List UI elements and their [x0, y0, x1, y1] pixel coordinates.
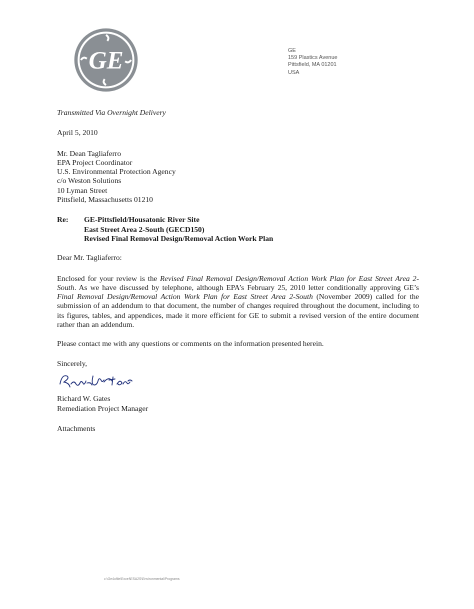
recipient-line: 10 Lyman Street [57, 185, 108, 195]
body-text: (November 2009) called for the submission of an addendum to that document, the number of changes required throughout the document, including to its figures, tables, and appendices, made it more efficient for GE to submit a revised version of the entire document rather than an addendum. [57, 292, 419, 330]
salutation: Dear Mr. Tagliaferro: [57, 253, 122, 263]
subject-line: Revised Final Removal Design/Removal Action Work Plan [84, 233, 274, 243]
attachments-note: Attachments [57, 423, 96, 433]
letter-date: April 5, 2010 [57, 128, 98, 138]
recipient-line: Mr. Dean Tagliaferro [57, 148, 122, 158]
subject-line: East Street Area 2-South (GECD150) [84, 224, 205, 234]
document-title: Revised Final Removal Design/Removal Action Work Plan for East Street Area 2-South [57, 273, 419, 292]
subject-line: GE-Pittsfield/Housatonic River Site [84, 215, 200, 225]
letter-body [57, 108, 419, 433]
body-paragraph [57, 274, 419, 330]
recipient-line: Pittsfield, Massachusetts 01210 [57, 195, 153, 205]
subject-label: Re: [57, 215, 69, 225]
recipient-address [57, 149, 419, 205]
signer-title: Remediation Project Manager [57, 403, 149, 413]
address-line: 159 Plastics Avenue [288, 55, 338, 62]
subject-block [57, 215, 419, 243]
recipient-line: c/o Weston Solutions [57, 176, 122, 186]
footer-file-path: c:\Ge4ofile\Excel\ESA2S\Environmental\Programs [104, 577, 180, 581]
closing-paragraph: Please contact me with any questions or comments on the information presented herein. [57, 339, 324, 349]
address-line: GE [288, 48, 296, 54]
handwritten-signature [57, 370, 137, 392]
recipient-line: EPA Project Coordinator [57, 157, 133, 167]
company-address [288, 48, 337, 77]
recipient-line: U.S. Environmental Protection Agency [57, 167, 176, 177]
closing: Sincerely, [57, 358, 88, 368]
ge-logo [73, 27, 139, 93]
subject-lines [84, 215, 273, 243]
delivery-method: Transmitted Via Overnight Delivery [57, 108, 166, 117]
signature-block [57, 394, 419, 413]
address-line: USA [288, 69, 300, 76]
signer-name: Richard W. Gates [57, 394, 111, 404]
body-text: Enclosed for your review is the [57, 273, 161, 283]
address-line: Pittsfield, MA 01201 [288, 62, 337, 69]
logo-monogram: GE [88, 47, 124, 75]
body-text: . As we have discussed by telephone, although EPA’s February 25, 2010 letter conditionally approving GE’s [74, 282, 419, 292]
document-title: Final Removal Design/Removal Action Work Plan for East Street Area 2-South [57, 292, 313, 302]
